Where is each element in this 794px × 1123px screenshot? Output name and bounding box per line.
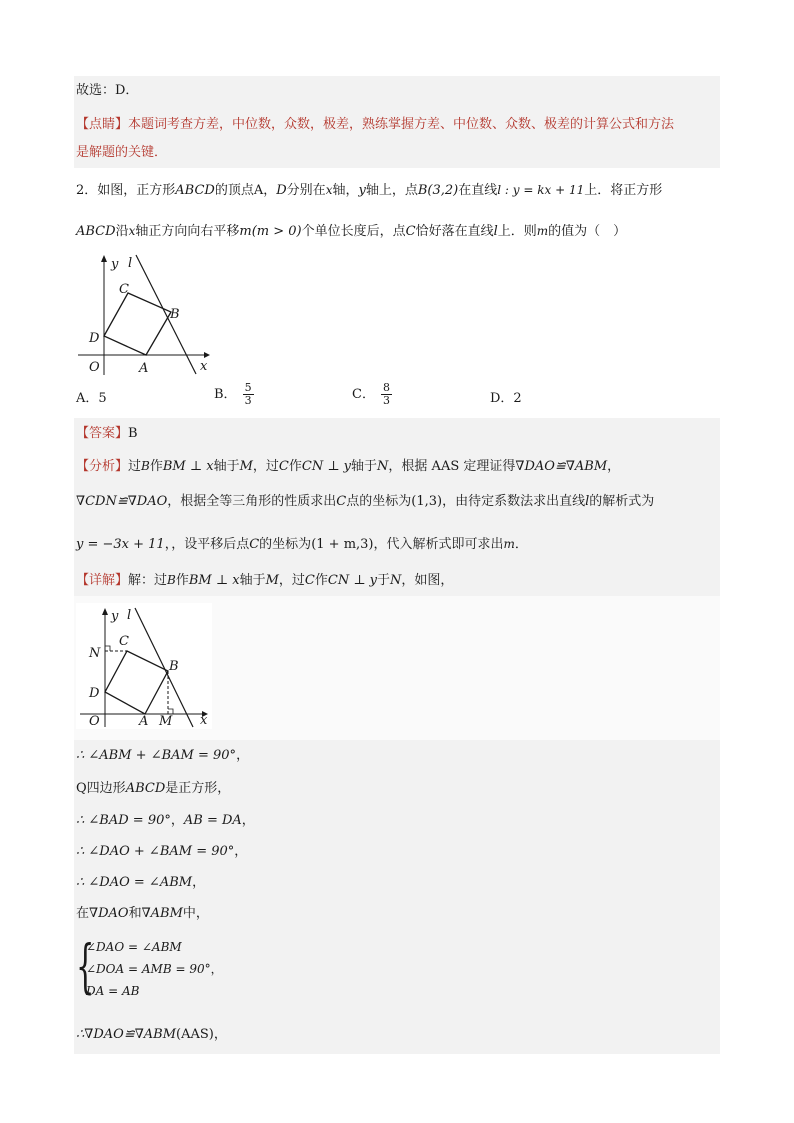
q2-h: 恰好落在直线 (415, 224, 494, 239)
analysis-line-3 (76, 535, 528, 554)
an2-c: C (336, 494, 347, 509)
y-axis-arrow (101, 255, 107, 262)
choice-b-label: B． (214, 387, 237, 402)
choice-c-numerator: 8 (382, 381, 390, 394)
system-line-1 (86, 938, 182, 956)
proof-step-6 (76, 905, 209, 923)
an1-n: ∇DAO≌∇ABM (515, 459, 608, 474)
proof-s4-end: ， (234, 844, 248, 859)
choice-c-fraction (381, 382, 392, 407)
proof-sys1: ∠DAO = ∠ABM (86, 940, 182, 954)
de1-d: BM ⊥ x (188, 573, 240, 588)
q2-f: 个单位长度后，点 (301, 224, 406, 239)
choice-b-denominator: 3 (244, 394, 252, 407)
proof-s6-c: 和 (128, 906, 142, 921)
geometry-figure-1 (74, 250, 214, 380)
an2-d: 点的坐标为 (346, 494, 412, 509)
q1-k: 在直线 (458, 183, 498, 198)
proof-s1-end: ， (236, 748, 250, 763)
choice-b-numerator: 5 (244, 381, 252, 394)
q1-g: 轴， (332, 183, 359, 198)
geometry-figure-2 (76, 603, 212, 729)
answer-value: B (128, 426, 138, 441)
an1-a: 过 (128, 459, 142, 474)
proof-s5: ∴ ∠DAO = ∠ABM (76, 875, 193, 890)
fig2-label-x: x (200, 713, 208, 728)
proof-sys2-end: ， (210, 962, 223, 976)
comment-text-1: 本题词考查方差，中位数，众数，极差，熟练掌握方差、中位数、众数、极差的计算公式和方法 (128, 117, 675, 132)
q1-a: 2．如图，正方形 (76, 183, 176, 198)
analysis-tag: 【分析】 (76, 459, 129, 474)
system-line-3 (86, 982, 139, 1000)
proof-s6-e: 中， (182, 906, 209, 921)
comment-text-2: 是解题的关键． (76, 145, 168, 160)
an2-e: (1,3) (411, 494, 443, 509)
fig1-label-c: C (119, 282, 129, 297)
choice-d: D．2 (490, 391, 522, 406)
proof-s2-b: 四边形 (86, 781, 126, 796)
q2-k: m (536, 224, 549, 238)
an1-c: 作 (149, 459, 163, 474)
de1-i: 作 (314, 573, 328, 588)
fig2-square-abcd (105, 651, 168, 714)
proof-s3-a: ∴ ∠BAD = 90° (76, 813, 171, 828)
fig2-line-l (135, 608, 193, 727)
comment-line-1 (76, 116, 674, 134)
fig1-label-a: A (139, 361, 149, 376)
proof-s3-d: ， (241, 813, 255, 828)
an1-m: ，根据 AAS 定理证得 (388, 459, 516, 474)
an2-f: ，由待定系数法求出直线 (442, 494, 586, 509)
de1-c: 作 (175, 573, 189, 588)
an3-c: C (249, 537, 260, 552)
q1-f: x (325, 183, 333, 197)
choice-b-fraction (243, 382, 254, 407)
de1-m: ，如图， (401, 573, 454, 588)
detail-tag: 【详解】 (76, 573, 129, 588)
an3-b: ，，设平移后点 (164, 537, 250, 552)
choice-c-denominator: 3 (382, 394, 390, 407)
an1-i: 作 (288, 459, 302, 474)
proof-step-4 (76, 843, 247, 861)
proof-s6-d: ∇ABM (141, 906, 183, 921)
fig1-label-l: l (128, 256, 133, 271)
analysis-line-1 (76, 457, 620, 476)
an3-d: 的坐标为 (259, 537, 312, 552)
q2-g: C (405, 224, 416, 239)
proof-s7-b: (AAS) (176, 1027, 214, 1042)
comment-line-2 (76, 144, 167, 162)
proof-s5-end: ， (192, 875, 206, 890)
q1-j: B(3,2) (417, 183, 459, 198)
de1-j: CN ⊥ y (327, 573, 378, 588)
proof-s6-a: 在 (76, 906, 90, 921)
system-brace: { (76, 932, 95, 1000)
proof-sys2: ∠DOA = AMB = 90° (86, 962, 211, 976)
fig1-label-b: B (170, 307, 180, 322)
right-angle-n (105, 646, 110, 651)
an1-l: N (377, 459, 389, 474)
proof-s2-c: ABCD (125, 781, 166, 796)
proof-s6-b: ∇DAO (89, 906, 129, 921)
proof-step-1 (76, 747, 249, 765)
fig1-label-x: x (200, 359, 208, 374)
q2-a: ABCD (76, 224, 116, 239)
de1-a: 解：过 (128, 573, 168, 588)
an3-a: y = −3x + 11 (76, 537, 165, 552)
an1-d: BM ⊥ x (162, 459, 214, 474)
proof-step-2 (76, 780, 230, 798)
an1-j: CN ⊥ y (301, 459, 352, 474)
an1-g: ，过 (252, 459, 279, 474)
fig1-label-d: D (89, 331, 100, 346)
an1-h: C (278, 459, 289, 474)
detail-line-1 (76, 571, 453, 590)
an1-f: M (239, 459, 253, 474)
q2-c: x (128, 224, 136, 238)
proof-s7-a: ∴∇DAO≌∇ABM (76, 1027, 177, 1042)
de1-b: B (167, 573, 176, 587)
fig2-label-m: M (159, 714, 173, 729)
analysis-line-2 (76, 493, 654, 511)
q1-m: 上．将正方形 (584, 183, 663, 198)
q2-d: 轴正方向向右平移 (135, 224, 240, 239)
proof-s7-c: ， (213, 1027, 227, 1042)
fig2-label-d: D (89, 686, 100, 701)
q2-l: 的值为（ ） (548, 224, 627, 239)
choice-b (214, 382, 254, 407)
q2-i: l (493, 224, 498, 239)
an3-e: (1 + m,3) (311, 537, 374, 552)
an1-e: 轴于 (213, 459, 240, 474)
an3-g: m (503, 537, 515, 551)
fig2-label-n: N (89, 646, 101, 661)
de1-f: M (265, 573, 279, 588)
choice-a: A．5 (76, 391, 107, 406)
fig2-label-o: O (89, 714, 100, 729)
de1-k: 于 (377, 573, 391, 588)
an3-f: ，代入解析式即可求出 (373, 537, 504, 552)
q1-h: y (358, 183, 366, 198)
fig2-label-c: C (119, 634, 129, 649)
proof-step-5 (76, 874, 205, 892)
proof-step-7 (76, 1026, 227, 1044)
question-line-2 (76, 222, 626, 241)
q2-b: 沿 (115, 224, 129, 239)
q1-d: D (276, 183, 287, 198)
q1-c: 的顶点A， (214, 183, 277, 198)
proof-s3-b: ， (170, 813, 184, 828)
an2-g: l (585, 494, 590, 509)
de1-e: 轴于 (239, 573, 266, 588)
proof-s2-d: 是正方形， (165, 781, 231, 796)
an2-a: ∇CDN≌∇DAO (76, 494, 168, 509)
fig2-label-l: l (127, 608, 132, 623)
q2-e: m(m > 0) (239, 224, 302, 239)
an1-k: 轴于 (351, 459, 378, 474)
system-line-2 (86, 960, 223, 978)
choice-c (352, 382, 392, 407)
an3-h: ． (514, 537, 528, 552)
an2-b: ，根据全等三角形的性质求出 (167, 494, 337, 509)
q1-l: l : y = kx + 11 (497, 183, 585, 197)
answer-row (76, 425, 138, 443)
proof-s4: ∴ ∠DAO + ∠BAM = 90° (76, 844, 235, 859)
proof-step-3 (76, 812, 255, 830)
de1-g: ，过 (278, 573, 305, 588)
de1-h: C (304, 573, 315, 588)
proof-s2-a: Q (76, 781, 87, 796)
answer-line: 故选：D． (76, 83, 139, 98)
q1-e: 分别在 (286, 183, 326, 198)
an2-h: 的解析式为 (589, 494, 655, 509)
fig1-label-y: y (111, 257, 119, 272)
line-l (136, 255, 196, 374)
fig2-y-axis-arrow (102, 608, 108, 615)
proof-sys3: DA = AB (86, 984, 140, 998)
answer-tag: 【答案】 (76, 426, 129, 441)
proof-s1: ∴ ∠ABM + ∠BAM = 90° (76, 748, 237, 763)
an1-o: ， (607, 459, 621, 474)
fig2-label-b: B (169, 659, 179, 674)
fig2-label-a: A (139, 714, 149, 729)
proof-s3-c: AB = DA (183, 813, 242, 828)
question-line-1 (76, 181, 662, 200)
fig1-label-o: O (89, 360, 100, 375)
q1-b: ABCD (175, 183, 215, 198)
x-axis-arrow (204, 352, 210, 358)
q2-j: 上．则 (497, 224, 537, 239)
de1-l: N (390, 573, 402, 588)
comment-tag: 【点睛】 (76, 117, 129, 132)
fig2-label-y: y (111, 609, 119, 624)
square-abcd (104, 293, 171, 355)
q1-i: 轴上，点 (365, 183, 418, 198)
choice-c-label: C． (352, 387, 375, 402)
an1-b: B (141, 459, 150, 473)
